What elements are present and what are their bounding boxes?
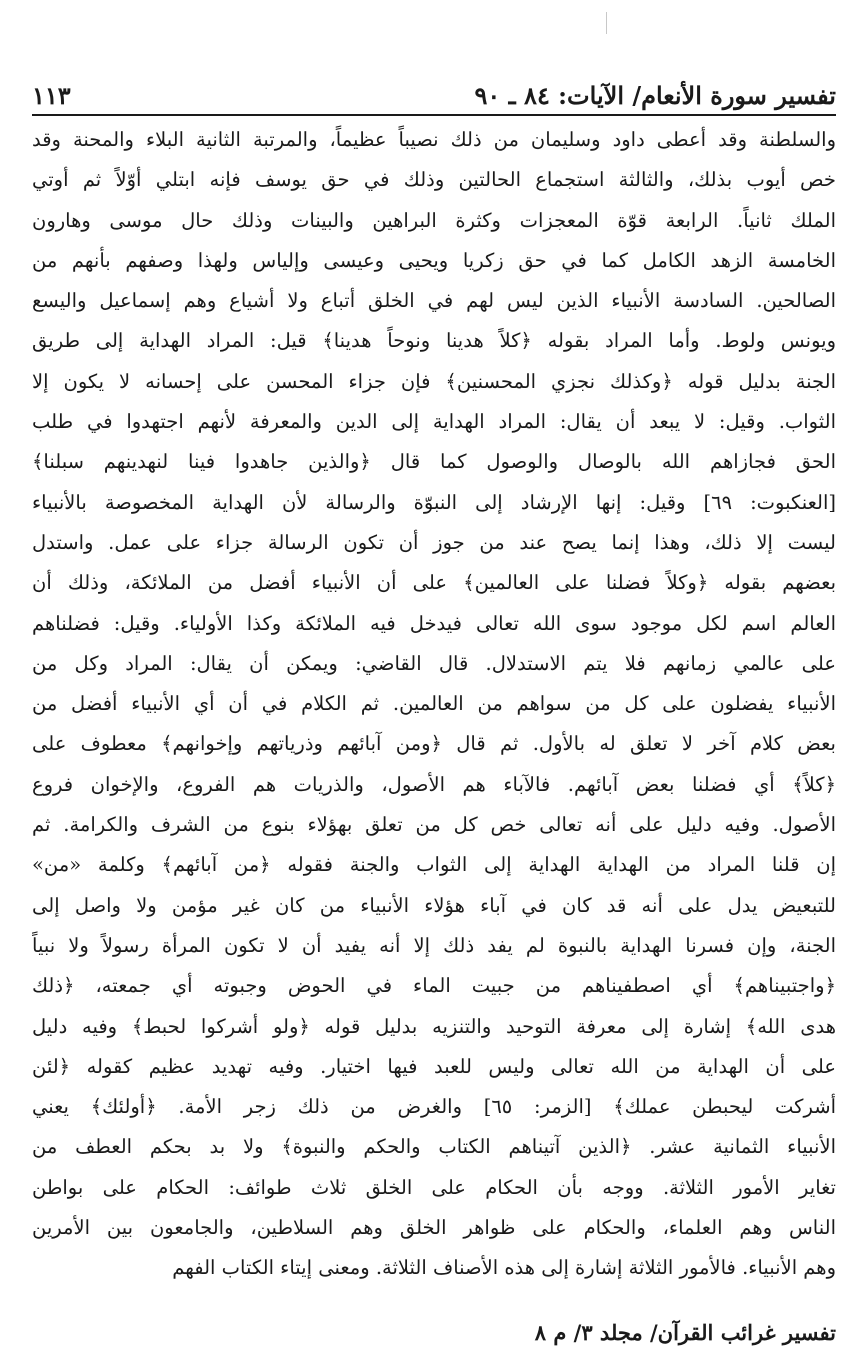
text-line: بعضهم بقوله ﴿وكلاً فضلنا على العالمين﴾ على أن الأنبياء أفضل من الملائكة، وذلك أن bbox=[32, 571, 836, 595]
text-line: إن قلنا المراد من الهداية الهداية إلى الثواب والجنة فقوله ﴿من آبائهم﴾ وكلمة «من» bbox=[32, 853, 836, 877]
text-line: ﴿واجتبيناهم﴾ أي اصطفيناهم من جبيت الماء في الحوض وجبوته أي جمعته، ﴿ذلك bbox=[32, 974, 836, 998]
footer-signature: تفسير غرائب القرآن/ مجلد ٣/ م ٨ bbox=[534, 1320, 836, 1345]
page-header bbox=[32, 72, 836, 116]
text-line: الحق فجازاهم الله بالوصال والوصول كما قال ﴿والذين جاهدوا فينا لنهدينهم سبلنا﴾ bbox=[32, 450, 836, 474]
text-line: ويونس ولوط. وأما المراد بقوله ﴿كلاً هدينا ونوحاً هدينا﴾ قيل: المراد الهداية إلى طريق bbox=[32, 329, 836, 353]
text-line: للتبعيض يدل على أنه قد كان في آباء هؤلاء الأنبياء من كان غير مؤمن ولا واصل إلى bbox=[32, 893, 836, 917]
text-line: العالم اسم لكل موجود سوى الله تعالى فيدخل فيه الملائكة وكذا الأولياء. وقيل: فضلناهم bbox=[32, 611, 836, 635]
text-line: الملك ثانياً. الرابعة قوّة المعجزات وكثرة البراهين والبينات وذلك حال موسى وهارون bbox=[32, 208, 836, 232]
text-line: ﴿كلاً﴾ أي فضلنا بعض آبائهم. فالآباء هم الأصول، والذريات هم الفروع، والإخوان فروع bbox=[32, 772, 836, 796]
scan-artifact bbox=[606, 12, 607, 34]
text-line: ليست إلا ذلك، وهذا إنما يصح عند من جوز أن تكون الرسالة جزاء على عمل. واستدل bbox=[32, 530, 836, 554]
text-line: الصالحين. السادسة الأنبياء الذين ليس لهم في الخلق أتباع ولا أشياع وهم إسماعيل واليسع bbox=[32, 289, 836, 313]
body-text bbox=[32, 120, 836, 1300]
text-line: الجنة بدليل قوله ﴿وكذلك نجزي المحسنين﴾ فإن جزاء المحسن على إحسانه لا يكون إلا bbox=[32, 369, 836, 393]
text-line: الجنة، وإن فسرنا الهداية بالنبوة لم يفد ذلك إلا أنه يفيد أن لا تكون المرأة رسولاً ولا نبياً bbox=[32, 933, 836, 957]
text-line: خص أيوب بذلك، والثالثة استجماع الحالتين وذلك في حق يوسف فإنه ابتلي أوّلاً ثم أوتي bbox=[32, 168, 836, 192]
text-line: على عالمي زمانهم فلا يتم الاستدلال. قال القاضي: ويمكن أن يقال: المراد وكل من bbox=[32, 651, 836, 675]
page-number: ١١٣ bbox=[32, 81, 71, 110]
text-line: [العنكبوت: ٦٩] وقيل: إنها الإرشاد إلى النبوّة والرسالة لأن الهداية المخصوصة بالأنبياء bbox=[32, 490, 836, 514]
text-line: الخامسة الزهد الكامل كما في حق زكريا ويحيى وعيسى وإلياس ولهذا وصفهم بأنهم من bbox=[32, 248, 836, 272]
text-line: وهم الأنبياء. فالأمور الثلاثة إشارة إلى هذه الأصناف الثلاثة. ومعنى إيتاء الكتاب الفهم bbox=[172, 1256, 836, 1280]
text-line: على أن الهداية من الله تعالى وليس للعبد فيها اختيار. وفيه تهديد عظيم كقوله ﴿لئن bbox=[32, 1054, 836, 1078]
running-title: تفسير سورة الأنعام/ الآيات: ٨٤ ـ ٩٠ bbox=[474, 81, 836, 110]
text-line: الثواب. وقيل: لا يبعد أن يقال: المراد الهداية إلى الدين والمعرفة لأنهم اجتهدوا في طلب bbox=[32, 410, 836, 434]
text-line: بعض كلام آخر لا تعلق له بالأول. ثم قال ﴿ومن آبائهم وذرياتهم وإخوانهم﴾ معطوف على bbox=[32, 732, 836, 756]
text-line: الأصول. وفيه دليل على أنه تعالى خص كل من تعلق بهؤلاء بنوع من الشرف والكرامة. ثم bbox=[32, 813, 836, 837]
text-line: تغاير الأمور الثلاثة. ووجه بأن الحكام على الخلق ثلاث طوائف: الحكام على بواطن bbox=[32, 1175, 836, 1199]
text-line: الأنبياء الثمانية عشر. ﴿الذين آتيناهم الكتاب والحكم والنبوة﴾ ولا بد بحكم العطف من bbox=[32, 1135, 836, 1159]
text-line: والسلطنة وقد أعطى داود وسليمان من ذلك نصيباً عظيماً، والمرتبة الثانية البلاء والمحنة وقد bbox=[32, 128, 836, 151]
text-line: أشركت ليحبطن عملك﴾ [الزمر: ٦٥] والغرض من ذلك زجر الأمة. ﴿أولئك﴾ يعني bbox=[32, 1095, 836, 1119]
text-line: الناس وهم العلماء، والحكام على ظواهر الخلق وهم السلاطين، والجامعون بين الأمرين bbox=[32, 1216, 836, 1240]
text-line: الأنبياء يفضلون على كل من سواهم من العالمين. ثم الكلام في أن أي الأنبياء أفضل من bbox=[32, 692, 836, 716]
text-line: هدى الله﴾ إشارة إلى معرفة التوحيد والتنزيه بدليل قوله ﴿ولو أشركوا لحبط﴾ وفيه دليل bbox=[32, 1014, 836, 1038]
